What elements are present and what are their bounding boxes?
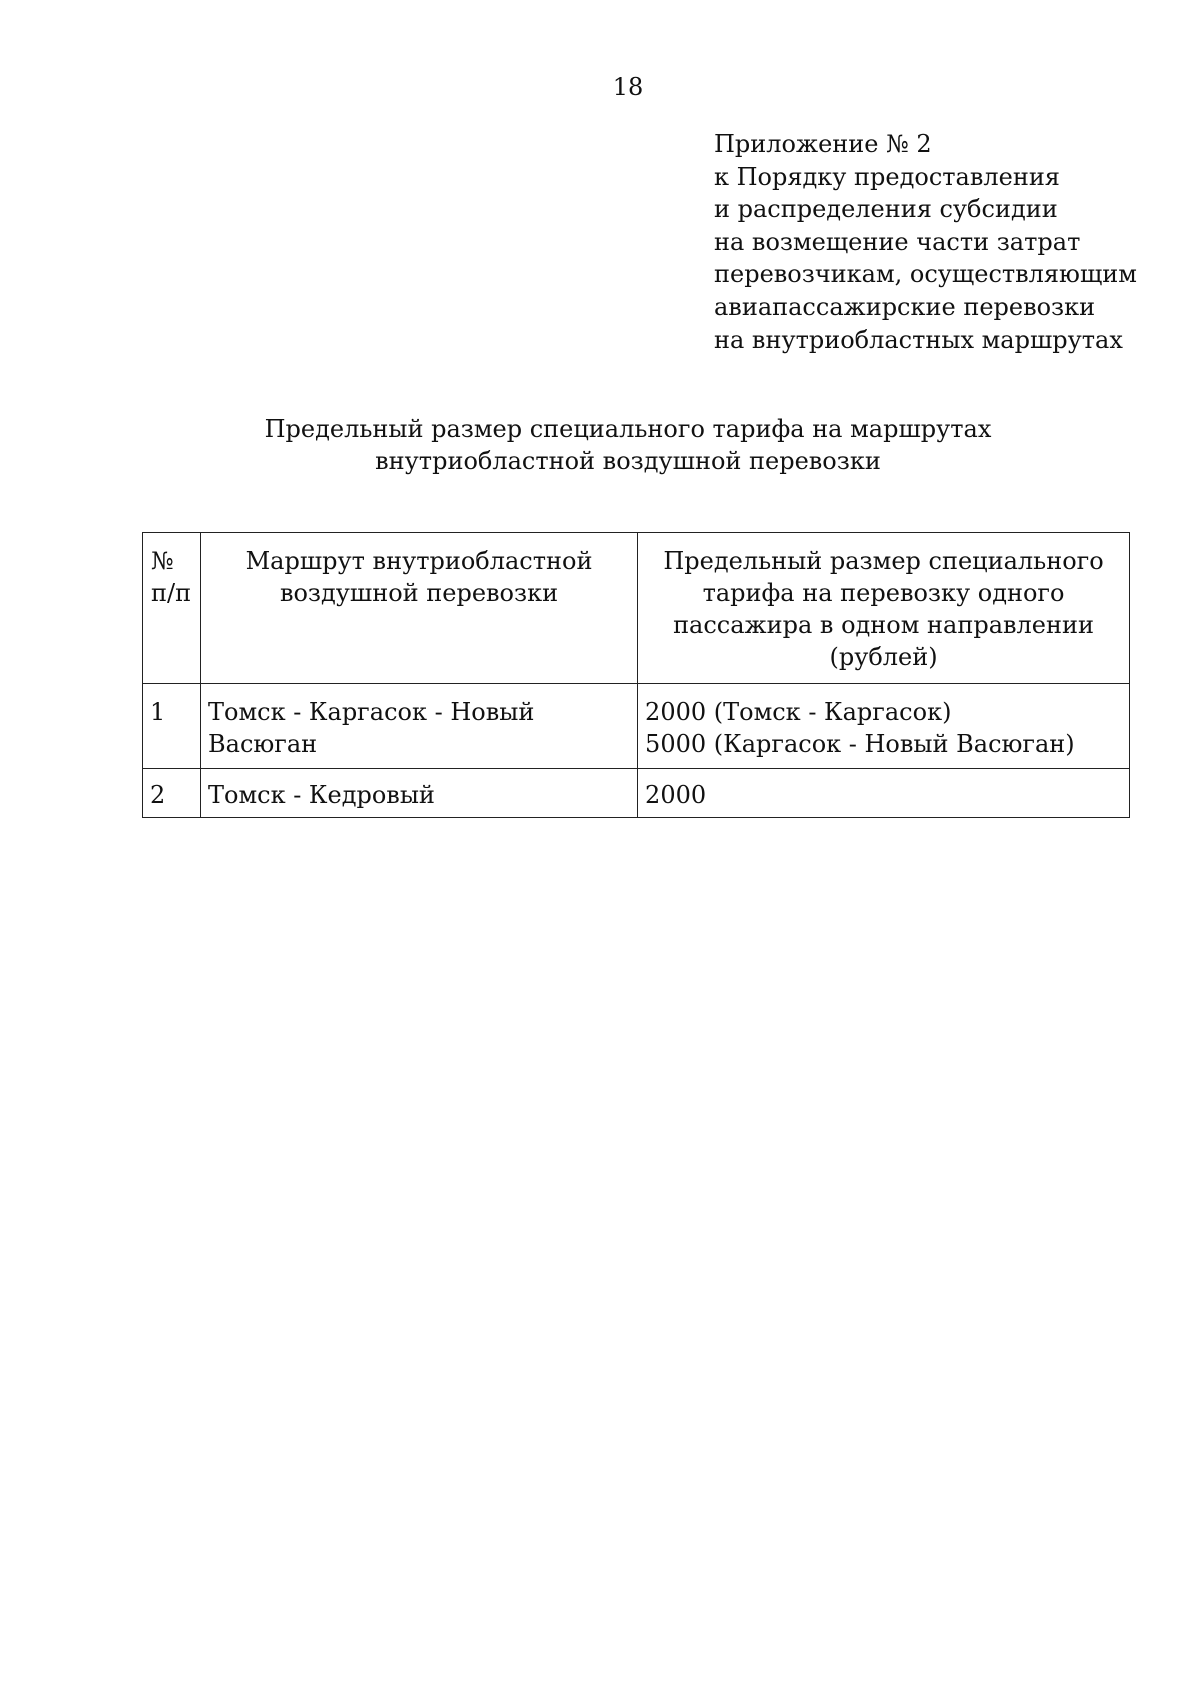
document-title — [0, 413, 1200, 477]
appendix-line: на возмещение части затрат — [714, 227, 1081, 256]
appendix-line: к Порядку предоставления — [714, 162, 1060, 191]
tariff-line: 2000 (Томск - Каргасок) — [645, 698, 952, 726]
row-tariff — [638, 769, 1130, 818]
table-row — [143, 769, 1130, 818]
tariff-table — [142, 532, 1130, 818]
header-route — [201, 533, 638, 684]
header-route-line: воздушной перевозки — [279, 579, 559, 607]
title-line: внутриобластной воздушной перевозки — [375, 447, 881, 475]
appendix-line: перевозчикам, осуществляющим — [714, 260, 1137, 289]
row-route: Томск - Каргасок - Новый Васюган — [201, 684, 638, 769]
row-number: 1 — [143, 684, 201, 769]
table-row — [143, 684, 1130, 769]
header-number-line: п/п — [151, 579, 192, 607]
header-tariff-line: Предельный размер специального — [663, 547, 1104, 575]
header-tariff-line: (рублей) — [829, 643, 938, 671]
header-number — [143, 533, 201, 684]
appendix-line: на внутриобластных маршрутах — [714, 325, 1123, 354]
tariff-line: 5000 (Каргасок - Новый Васюган) — [645, 730, 1075, 758]
appendix-line: Приложение № 2 — [714, 130, 932, 158]
appendix-block — [714, 128, 1137, 356]
row-route: Томск - Кедровый — [201, 769, 638, 818]
header-route-line: Маршрут внутриобластной — [245, 547, 593, 575]
table-header-row — [143, 533, 1130, 684]
appendix-line: и распределения субсидии — [714, 195, 1058, 224]
header-number-line: № — [151, 547, 174, 575]
appendix-line: авиапассажирские перевозки — [714, 292, 1096, 321]
header-tariff — [638, 533, 1130, 684]
row-tariff — [638, 684, 1130, 769]
page-number: 18 — [612, 73, 644, 101]
tariff-line: 2000 — [645, 781, 707, 809]
row-number: 2 — [143, 769, 201, 818]
header-tariff-line: пассажира в одном направлении — [673, 611, 1094, 639]
header-tariff-line: тарифа на перевозку одного — [702, 579, 1065, 607]
title-line: Предельный размер специального тарифа на маршрутах — [264, 415, 992, 443]
